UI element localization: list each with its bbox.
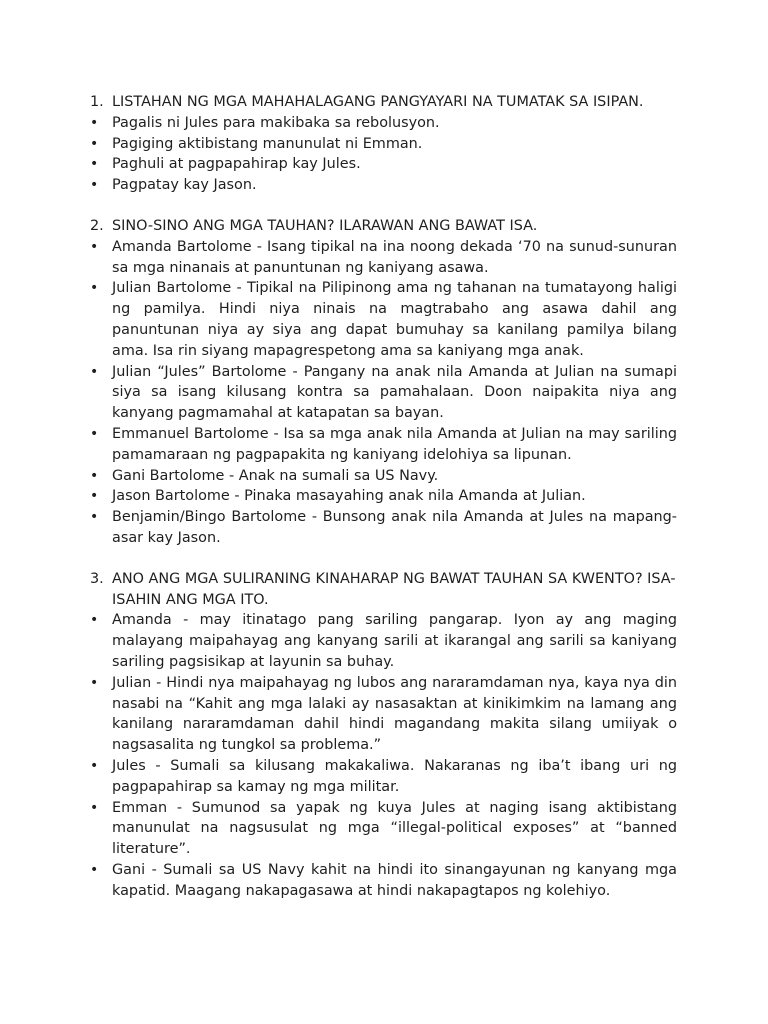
bullet-list xyxy=(90,237,677,549)
list-item xyxy=(90,486,677,507)
list-item-text: Benjamin/Bingo Bartolome - Bunsong anak nila Amanda at Jules na mapang-asar kay Jason. xyxy=(112,509,677,546)
list-item xyxy=(90,507,677,549)
bullet-icon: • xyxy=(90,674,99,691)
section-title: SINO-SINO ANG MGA TAUHAN? ILARAWAN ANG BAWAT ISA. xyxy=(112,217,538,234)
list-item xyxy=(90,154,677,175)
list-item xyxy=(90,278,677,361)
list-item-text: Jason Bartolome - Pinaka masayahing anak nila Amanda at Julian. xyxy=(112,488,586,505)
bullet-icon: • xyxy=(90,509,99,526)
bullet-icon: • xyxy=(90,238,99,255)
list-item-text: Julian Bartolome - Tipikal na Pilipinong ama ng tahanan na tumatayong haligi ng pamilya. Hindi niya ninais na magtrabaho ang asawa dahil ang panuntunan niya ay siya ang dapat bumuhay sa kanilang pamilya bilang ama. Isa rin siyang mapagrespetong ama sa kaniyang mga anak. xyxy=(112,280,677,359)
list-item-text: Jules - Sumali sa kilusang makakaliwa. Nakaranas ng iba’t ibang uri ng pagpapahirap sa kamay ng mga militar. xyxy=(112,757,677,795)
list-item-text: Amanda - may itinatago pang sariling pangarap. Iyon ay ang maging malayang maipahayag ang kanyang sarili at ikarangal ang sarili sa kaniyang sariling pagsisikap at layunin sa buhay. xyxy=(112,612,677,670)
bullet-icon: • xyxy=(90,280,99,297)
section-title: ANO ANG MGA SULIRANING KINAHARAP NG BAWAT TAUHAN SA KWENTO? ISA-ISAHIN ANG MGA ITO. xyxy=(112,570,676,608)
list-item-text: Pagiging aktibistang manunulat ni Emman. xyxy=(112,135,423,152)
list-item xyxy=(90,237,677,279)
list-item xyxy=(90,362,677,424)
bullet-icon: • xyxy=(90,135,99,152)
bullet-icon: • xyxy=(90,114,99,131)
section-heading xyxy=(90,92,677,113)
bullet-list xyxy=(90,113,677,196)
section-1 xyxy=(90,92,677,196)
list-item-text: Emmanuel Bartolome - Isa sa mga anak nila Amanda at Julian na may sariling pamamaraan ng pagpapakita ng kaniyang idelohiya sa lipunan. xyxy=(112,425,677,463)
bullet-icon: • xyxy=(90,861,99,878)
bullet-icon: • xyxy=(90,757,99,774)
section-title: LISTAHAN NG MGA MAHAHALAGANG PANGYAYARI NA TUMATAK SA ISIPAN. xyxy=(112,94,644,110)
section-heading xyxy=(90,569,677,611)
bullet-icon: • xyxy=(90,612,99,629)
list-item-text: Gani - Sumali sa US Navy kahit na hindi ito sinangayunan ng kanyang mga kapatid. Maagang nakapagasawa at hindi nakapagtapos ng kolehiyo. xyxy=(112,861,677,899)
section-2 xyxy=(90,216,677,549)
section-number: 2. xyxy=(90,217,104,234)
document-page xyxy=(90,92,677,921)
bullet-icon: • xyxy=(90,799,99,816)
section-number: 3. xyxy=(90,570,104,587)
bullet-list xyxy=(90,610,677,901)
section-heading xyxy=(90,216,677,237)
list-item xyxy=(90,756,677,798)
list-item xyxy=(90,466,677,487)
list-item-text: Amanda Bartolome - Isang tipikal na ina noong dekada ‘70 na sunud-sunuran sa mga ninanais at panuntunan ng kaniyang asawa. xyxy=(112,238,677,276)
bullet-icon: • xyxy=(90,177,99,194)
bullet-icon: • xyxy=(90,425,99,442)
list-item xyxy=(90,610,677,672)
list-item xyxy=(90,424,677,466)
list-item xyxy=(90,113,677,134)
list-item xyxy=(90,798,677,860)
list-item-text: Julian “Jules” Bartolome - Pangany na anak nila Amanda at Julian na sumapi siya sa isang kilusang kontra sa pamahalaan. Doon naipakita niya ang kanyang pagmamahal at katapatan sa bayan. xyxy=(112,363,677,422)
section-number: 1. xyxy=(90,94,104,110)
list-item xyxy=(90,134,677,155)
bullet-icon: • xyxy=(90,467,99,484)
list-item-text: Emman - Sumunod sa yapak ng kuya Jules at naging isang aktibistang manunulat na nagsusulat ng mga “illegal-political exposes” at “banned literature”. xyxy=(112,799,677,858)
bullet-icon: • xyxy=(90,488,99,505)
list-item-text: Paghuli at pagpapahirap kay Jules. xyxy=(112,156,361,173)
list-item-text: Pagpatay kay Jason. xyxy=(112,177,257,194)
list-item xyxy=(90,673,677,756)
list-item-text: Julian - Hindi nya maipahayag ng lubos ang nararamdaman nya, kaya nya din nasabi na “Kahit ang mga lalaki ay nasasaktan at kinikimkim na lamang ang kanilang nararamdaman dahil hindi magandang makita silang umiiyak o nagsasalita ng tungkol sa problema.” xyxy=(112,674,677,754)
bullet-icon: • xyxy=(90,363,99,380)
bullet-icon: • xyxy=(90,156,99,173)
section-3 xyxy=(90,569,677,902)
list-item-text: Gani Bartolome - Anak na sumali sa US Navy. xyxy=(112,467,439,484)
list-item xyxy=(90,175,677,196)
list-item xyxy=(90,860,677,902)
list-item-text: Pagalis ni Jules para makibaka sa rebolusyon. xyxy=(112,114,440,131)
